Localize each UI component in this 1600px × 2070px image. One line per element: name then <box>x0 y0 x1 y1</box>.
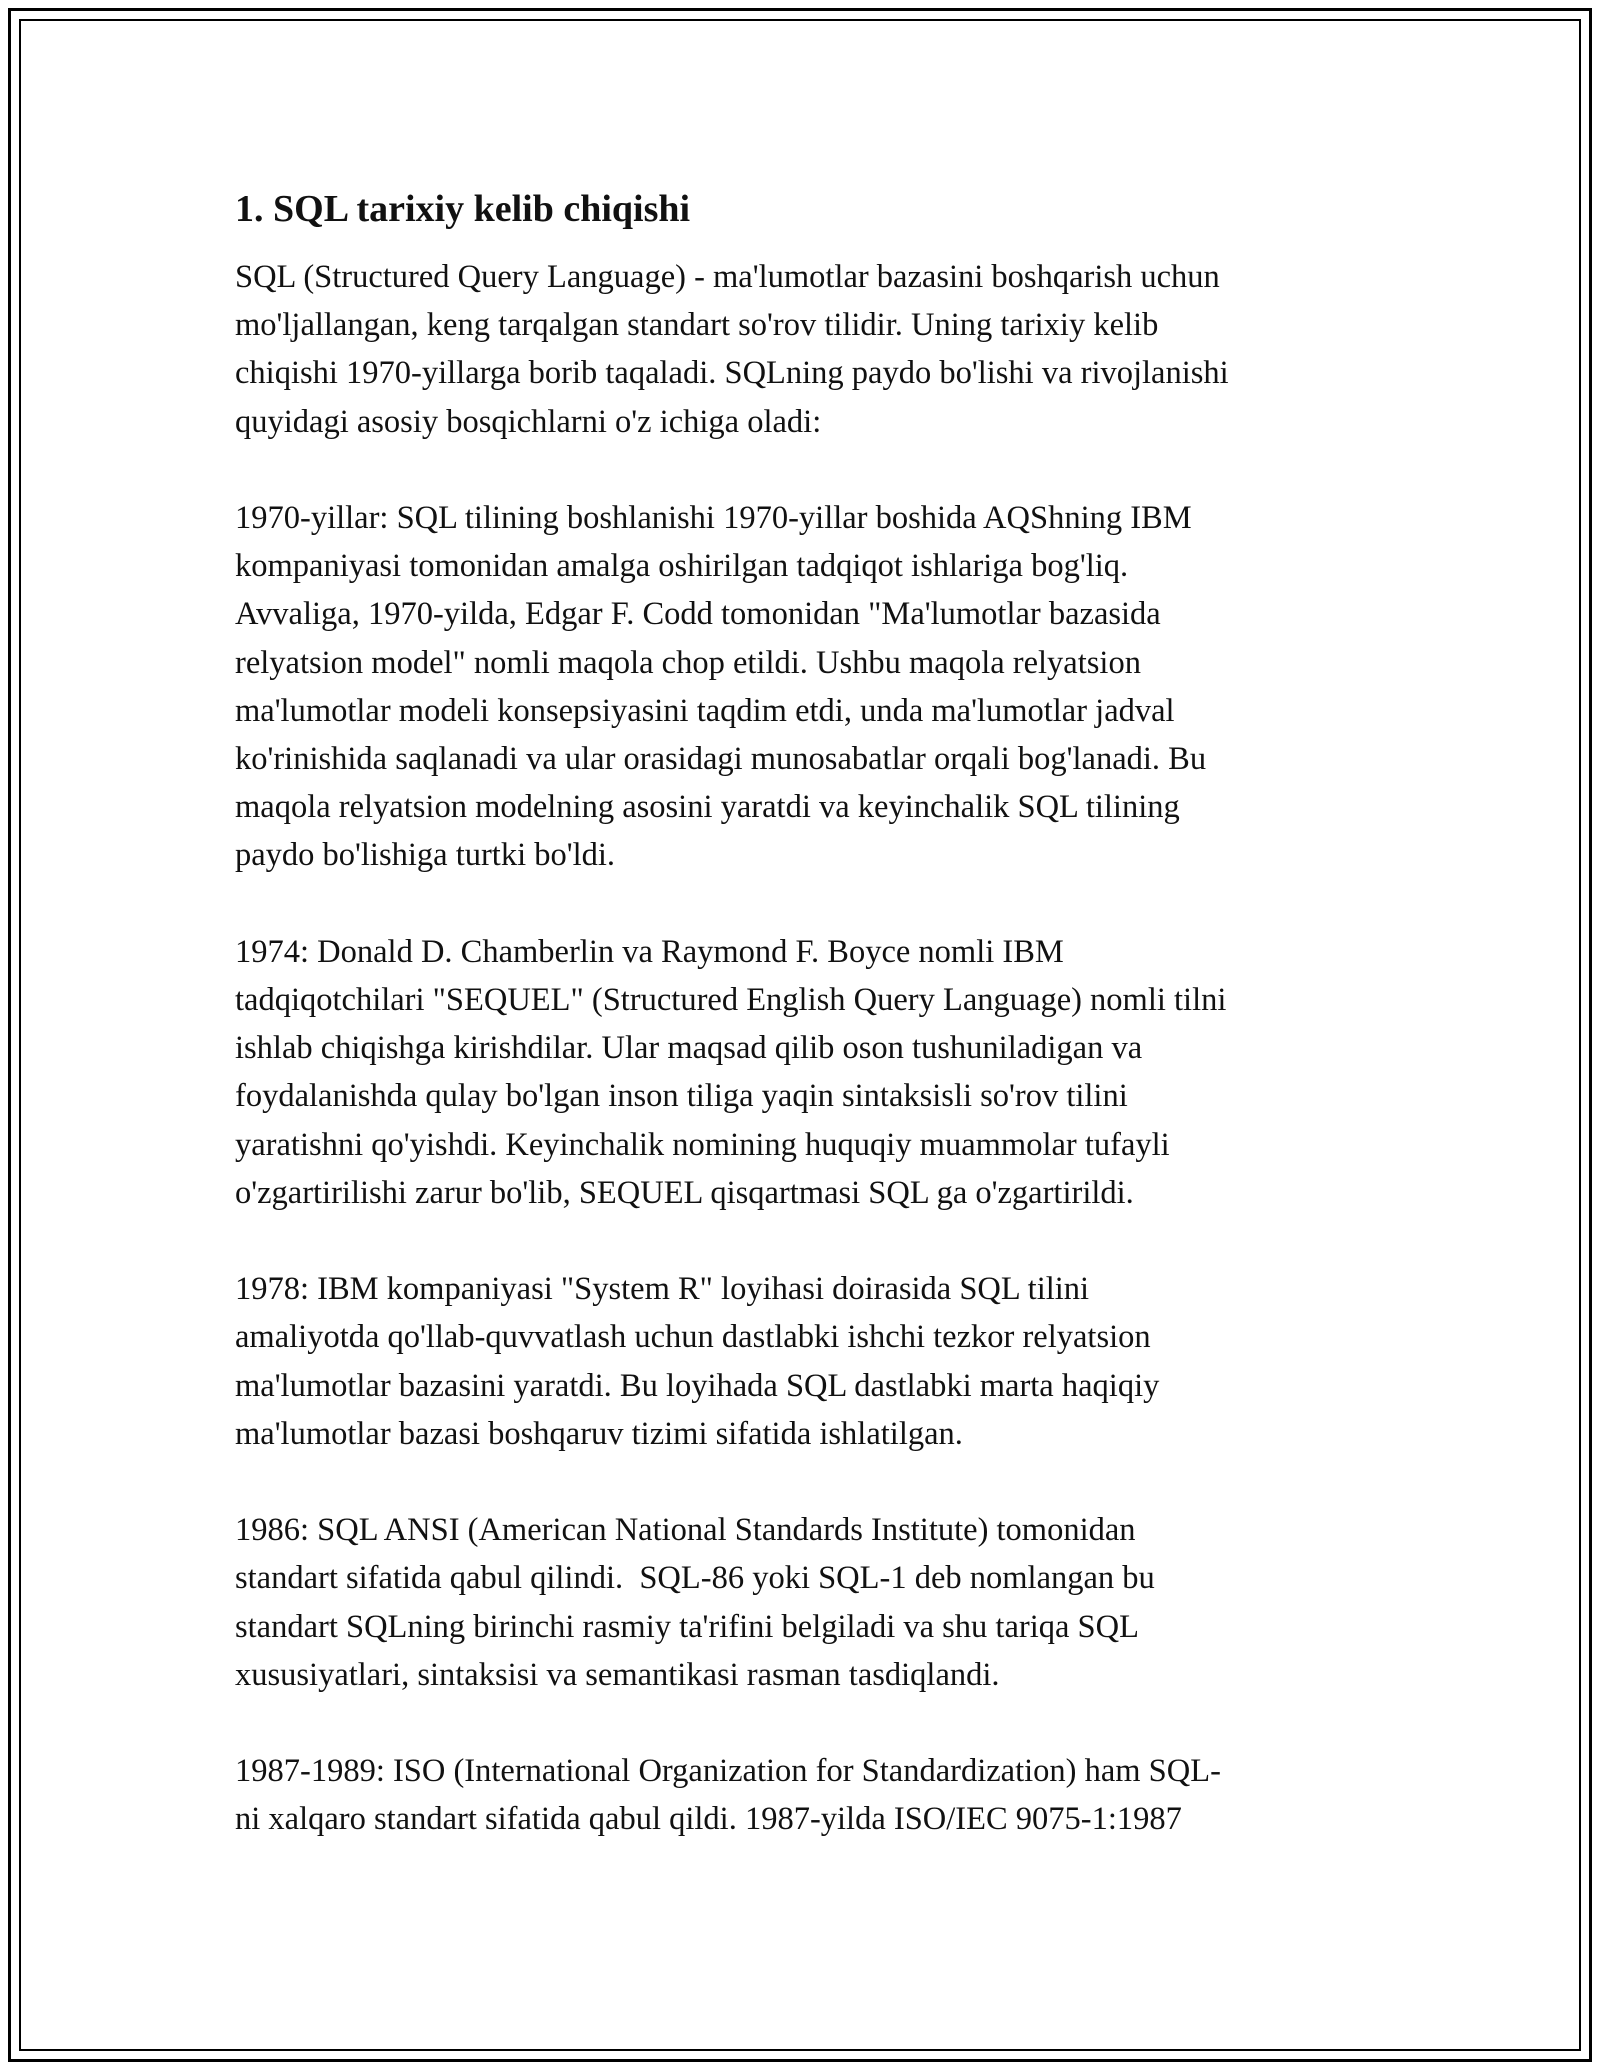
paragraph-1987-1989 <box>235 1747 1375 1843</box>
text-line: xususiyatlari, sintaksisi va semantikasi rasman tasdiqlandi. <box>235 1656 1000 1693</box>
paragraph-intro <box>235 253 1375 446</box>
text-line: relyatsion model" nomli maqola chop etildi. Ushbu maqola relyatsion <box>235 644 1141 681</box>
text-line: amaliyotda qo'llab-quvvatlash uchun dastlabki ishchi tezkor relyatsion <box>235 1319 1151 1356</box>
text-line: SQL (Structured Query Language) - ma'lumotlar bazasini boshqarish uchun <box>235 259 1220 295</box>
text-line: Avvaliga, 1970-yilda, Edgar F. Codd tomonidan "Ma'lumotlar bazasida <box>235 596 1161 633</box>
text-line: 1974: Donald D. Chamberlin va Raymond F. Boyce nomli IBM <box>235 933 1064 970</box>
text-line: kompaniyasi tomonidan amalga oshirilgan tadqiqot ishlariga bog'liq. <box>235 548 1129 585</box>
text-line: 1987-1989: ISO (International Organization for Standardization) ham SQL- <box>235 1753 1221 1790</box>
text-line: mo'ljallangan, keng tarqalgan standart so'rov tilidir. Uning tarixiy kelib <box>235 307 1159 344</box>
text-line: ishlab chiqishga kirishdilar. Ular maqsad qilib oson tushuniladigan va <box>235 1030 1143 1067</box>
paragraph-1974 <box>235 928 1375 1217</box>
text-line: yaratishni qo'yishdi. Keyinchalik nomining huquqiy muammolar tufayli <box>235 1126 1170 1163</box>
text-line: ko'rinishida saqlanadi va ular orasidagi munosabatlar orqali bog'lanadi. Bu <box>235 741 1207 778</box>
paragraph-1978 <box>235 1265 1375 1458</box>
section-title: 1. SQL tarixiy kelib chiqishi <box>235 188 691 230</box>
text-line: o'zgartirilishi zarur bo'lib, SEQUEL qisqartmasi SQL ga o'zgartirildi. <box>235 1174 1134 1211</box>
text-line: tadqiqotchilari "SEQUEL" (Structured English Query Language) nomli tilni <box>235 982 1227 1019</box>
text-line: ma'lumotlar modeli konsepsiyasini taqdim etdi, unda ma'lumotlar jadval <box>235 692 1175 729</box>
paragraph-1986 <box>235 1506 1375 1699</box>
text-line: 1986: SQL ANSI (American National Standards Institute) tomonidan <box>235 1512 1136 1549</box>
text-line: ma'lumotlar bazasi boshqaruv tizimi sifatida ishlatilgan. <box>235 1415 963 1452</box>
text-line: quyidagi asosiy bosqichlarni o'z ichiga oladi: <box>235 403 822 440</box>
text-line: ma'lumotlar bazasini yaratdi. Bu loyihada SQL dastlabki marta haqiqiy <box>235 1367 1160 1404</box>
paragraph-1970s <box>235 494 1375 880</box>
text-line: standart sifatida qabul qilindi. SQL-86 yoki SQL-1 deb nomlangan bu <box>235 1560 1155 1597</box>
text-line: maqola relyatsion modelning asosini yaratdi va keyinchalik SQL tilining <box>235 789 1180 826</box>
text-line: chiqishi 1970-yillarga borib taqaladi. SQLning paydo bo'lishi va rivojlanishi <box>235 355 1229 392</box>
text-line: 1978: IBM kompaniyasi "System R" loyihasi doirasida SQL tilini <box>235 1271 1090 1308</box>
text-line: foydalanishda qulay bo'lgan inson tiliga yaqin sintaksisli so'rov tilini <box>235 1078 1128 1115</box>
text-line: ni xalqaro standart sifatida qabul qildi. 1987-yilda ISO/IEC 9075-1:1987 <box>235 1801 1182 1838</box>
text-line: standart SQLning birinchi rasmiy ta'rifini belgiladi va shu tariqa SQL <box>235 1608 1139 1645</box>
text-line: paydo bo'lishiga turtki bo'ldi. <box>235 837 616 874</box>
document-body <box>235 185 1375 1892</box>
text-line: 1970-yillar: SQL tilining boshlanishi 1970-yillar boshida AQShning IBM <box>235 500 1192 536</box>
